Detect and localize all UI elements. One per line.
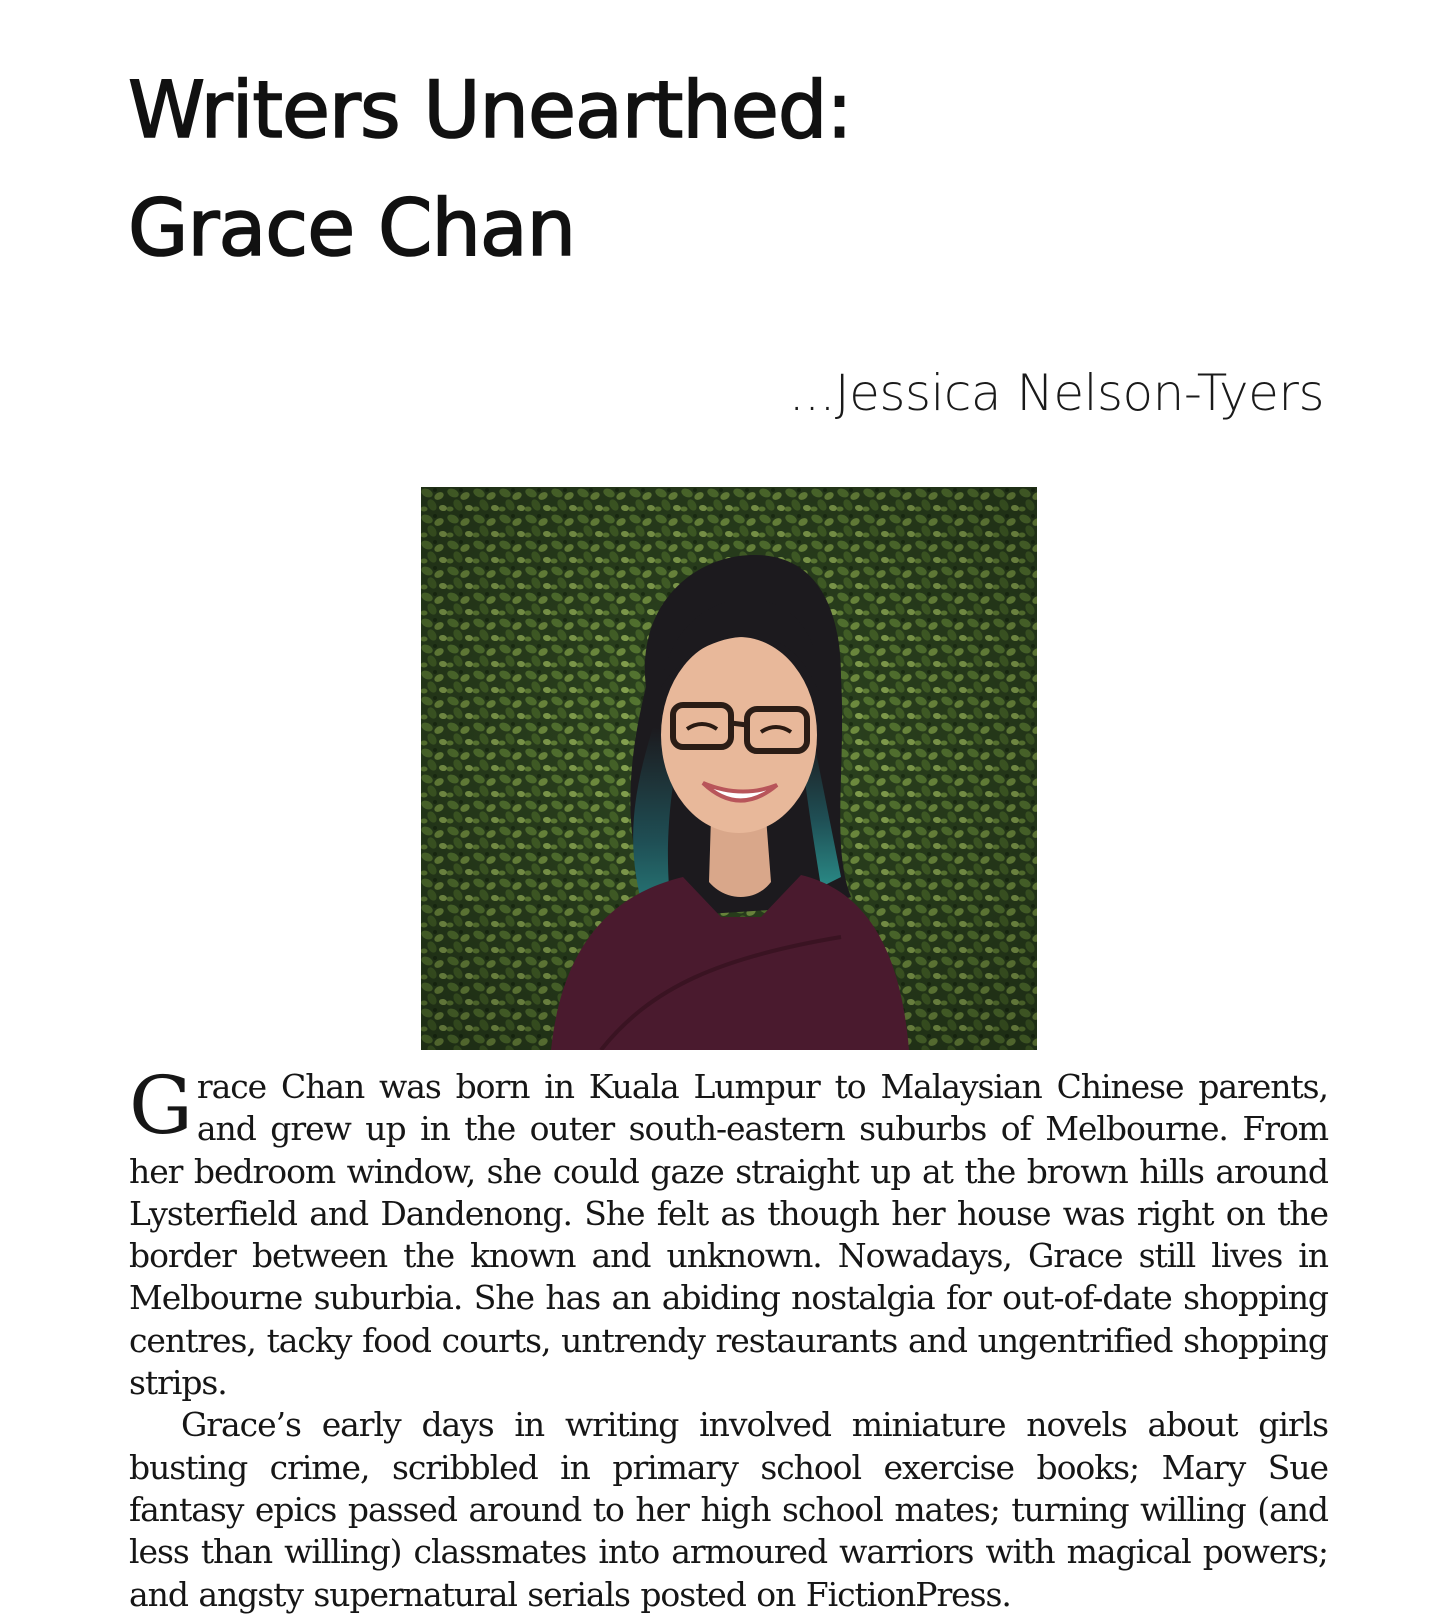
author-portrait-photo <box>421 487 1037 1050</box>
portrait-illustration <box>421 487 1037 1050</box>
author-byline: ...Jessica Nelson-Tyers <box>788 364 1324 422</box>
title-line-1: Writers Unearthed: <box>128 66 852 156</box>
paragraph-2: Grace’s early days in writing involved miniature novels about girls busting crime, scribbled in primary school exercise books; Mary Sue fantasy epics passed around to her high school mates; turning willing (and less than willing) classmates into armoured warriors with magical powers; and angsty supernatural serials posted on FictionPress. <box>129 1405 1328 1614</box>
paragraph-1-text: race Chan was born in Kuala Lumpur to Malaysian Chinese parents, and grew up in the outer south-eastern suburbs of Melbourne. From her bedroom window, she could gaze straight up at the brown hills around Lysterfield and Dandenong. She felt as though her house was right on the border between the known and unknown. Nowadays, Grace still lives in Melbourne suburbia. She has an abiding nostalgia for out-of-date shopping centres, tacky food courts, untrendy restaurants and ungentrified shopping strips. <box>129 1067 1328 1403</box>
paragraph-1 <box>129 1059 1328 1404</box>
title-line-2: Grace Chan <box>128 184 576 274</box>
article-title <box>128 52 852 288</box>
drop-cap: G <box>129 1059 193 1152</box>
article-body <box>129 1059 1328 1616</box>
